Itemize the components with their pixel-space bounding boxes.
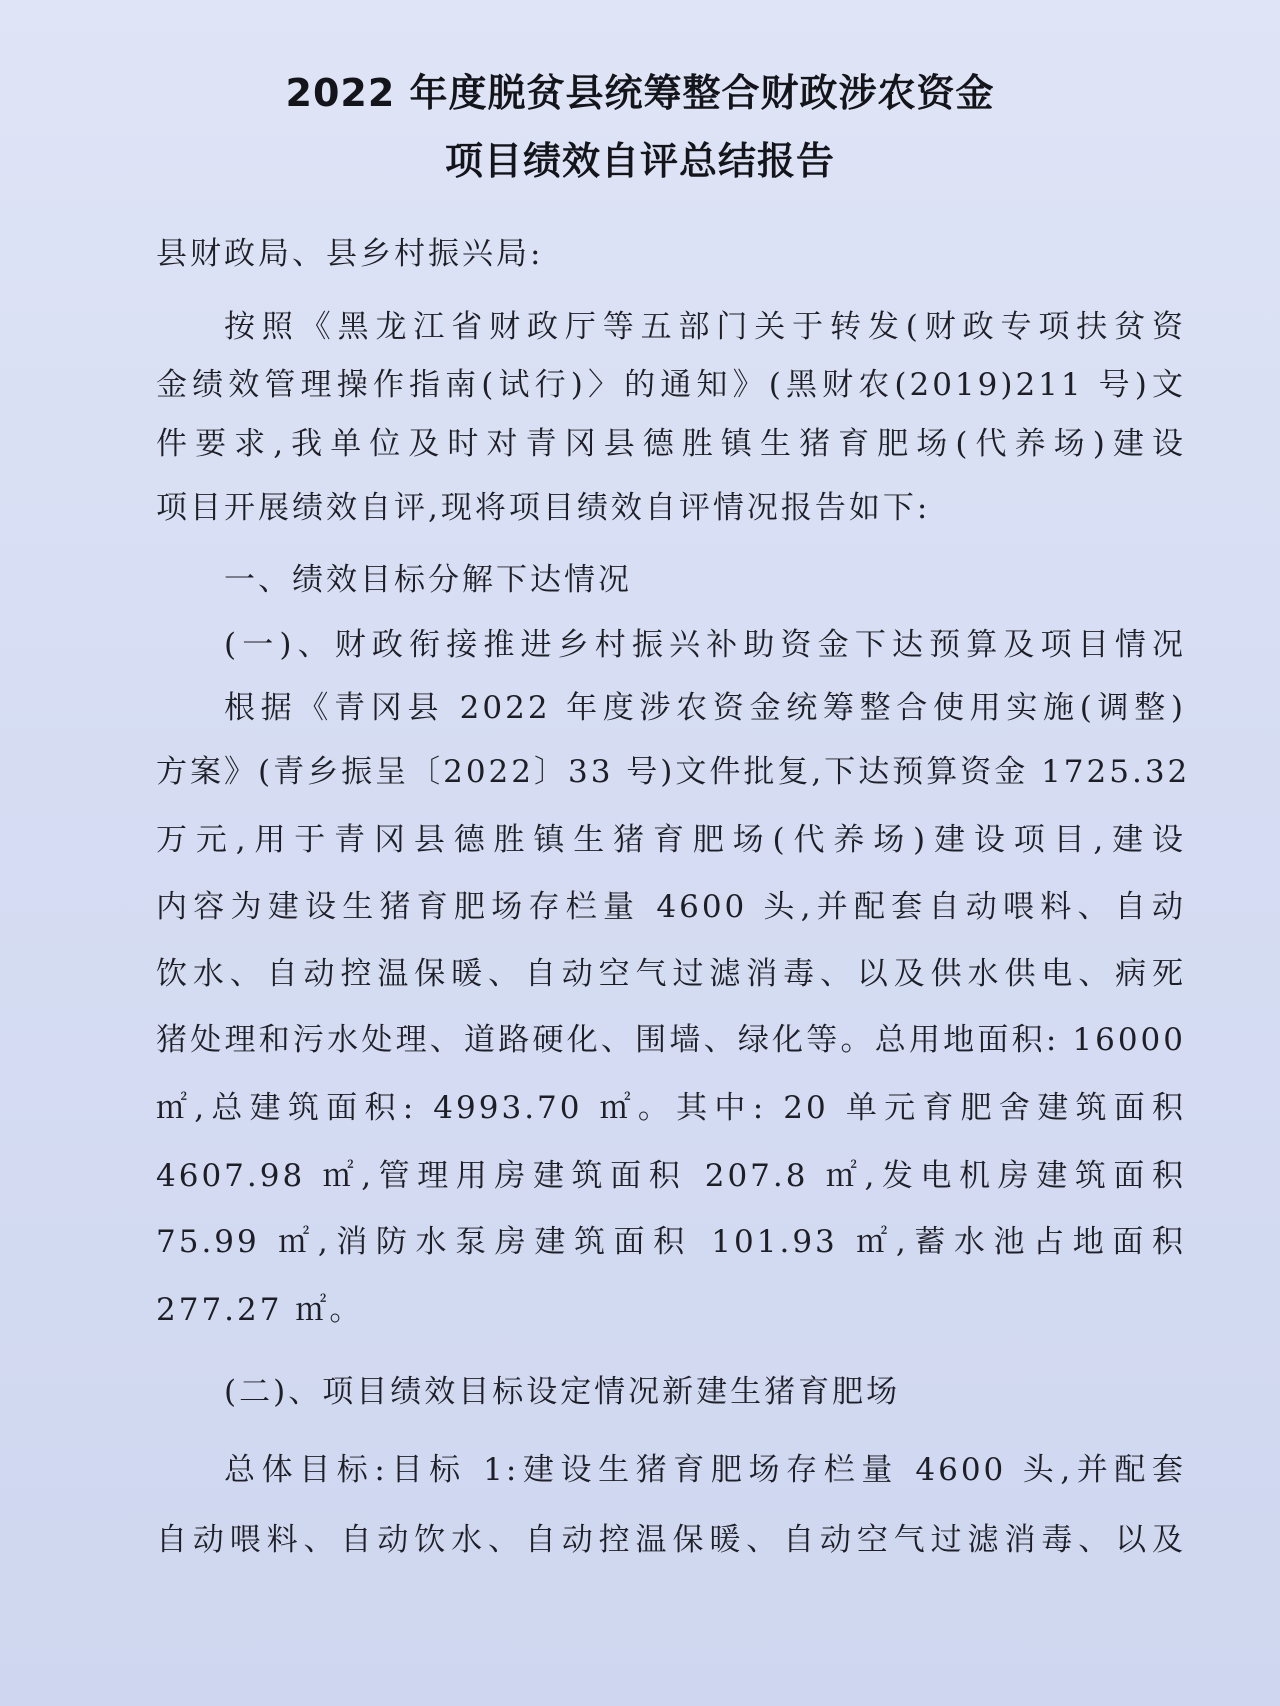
paragraph-line: 根据《青冈县 2022 年度涉农资金统筹整合使用实施(调整): [224, 690, 1186, 726]
paragraph-line: 猪处理和污水处理、道路硬化、围墙、绿化等。总用地面积: 16000: [156, 1022, 1186, 1058]
paragraph-line: 75.99 ㎡,消防水泵房建筑面积 101.93 ㎡,蓄水池占地面积: [156, 1224, 1186, 1260]
paragraph-line: 万元,用于青冈县德胜镇生猪育肥场(代养场)建设项目,建设: [156, 822, 1186, 858]
paragraph-line: 4607.98 ㎡,管理用房建筑面积 207.8 ㎡,发电机房建筑面积: [156, 1158, 1186, 1194]
addressee-line: 县财政局、县乡村振兴局:: [156, 236, 544, 272]
paragraph-line: 金绩效管理操作指南(试行)〉的通知》(黑财农(2019)211 号)文: [156, 367, 1186, 403]
paragraph-line: 总体目标:目标 1:建设生猪育肥场存栏量 4600 头,并配套: [224, 1452, 1186, 1488]
paragraph-line: 饮水、自动控温保暖、自动空气过滤消毒、以及供水供电、病死: [156, 956, 1186, 992]
document-title-line-1: 2022 年度脱贫县统筹整合财政涉农资金: [285, 71, 995, 115]
paragraph-line: 件要求,我单位及时对青冈县德胜镇生猪育肥场(代养场)建设: [156, 426, 1186, 462]
paragraph-line: 277.27 ㎡。: [156, 1292, 364, 1328]
paragraph-line: 自动喂料、自动饮水、自动控温保暖、自动空气过滤消毒、以及: [156, 1522, 1186, 1558]
paragraph-line: ㎡,总建筑面积: 4993.70 ㎡。其中: 20 单元育肥舍建筑面积: [156, 1090, 1186, 1126]
paragraph-line: 方案》(青乡振呈〔2022〕33 号)文件批复,下达预算资金 1725.32: [156, 754, 1191, 790]
subsection-heading: (二)、项目绩效目标设定情况新建生猪育肥场: [224, 1374, 901, 1410]
paragraph-line: 项目开展绩效自评,现将项目绩效自评情况报告如下:: [156, 490, 931, 526]
paragraph-line: 内容为建设生猪育肥场存栏量 4600 头,并配套自动喂料、自动: [156, 889, 1186, 925]
paragraph-line: 按照《黑龙江省财政厅等五部门关于转发(财政专项扶贫资: [224, 309, 1186, 345]
section-heading: 一、绩效目标分解下达情况: [224, 562, 632, 598]
document-title-line-2: 项目绩效自评总结报告: [444, 139, 835, 183]
subsection-heading: (一)、财政衔接推进乡村振兴补助资金下达预算及项目情况: [224, 627, 1186, 663]
